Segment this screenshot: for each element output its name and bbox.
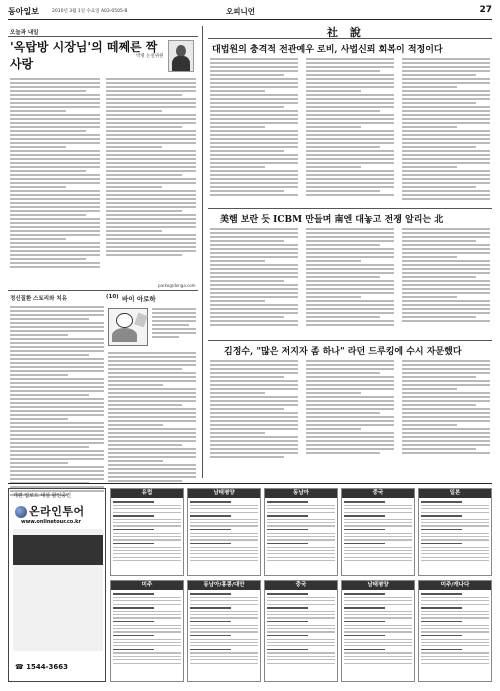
globe-icon — [15, 506, 27, 518]
ad-cell-header: 미주 — [111, 581, 183, 590]
small-column-title: 바이 아로하 — [122, 295, 156, 303]
small-column-number: (10) — [106, 294, 119, 300]
ad-cell-header: 남태평양 — [188, 489, 260, 498]
ad-cell[interactable] — [187, 488, 261, 576]
ad-cell[interactable] — [187, 580, 261, 682]
ad-logo-text: 온라인투어 — [29, 505, 85, 518]
ad-cell[interactable] — [418, 488, 492, 576]
editorial-3-body-a — [210, 360, 298, 460]
ad-cell[interactable] — [110, 488, 184, 576]
page-number: 27 — [479, 5, 492, 15]
editorial-1-body-a — [210, 58, 298, 198]
editorial-1-body-c — [402, 58, 490, 202]
column-byline: 박명 논설위원 — [136, 54, 164, 59]
column-headline: '옥탑방 시장님'의 떼쩨른 짝사랑 — [10, 40, 158, 71]
ad-phone[interactable]: ☎ 1544-3663 — [15, 663, 69, 671]
ad-cell-header: 일본 — [419, 489, 491, 498]
small-column-kicker: 정신질환 스토리와 치유 — [10, 296, 67, 302]
ad-cell[interactable] — [110, 580, 184, 682]
ad-cell-header: 중국 — [342, 489, 414, 498]
ad-cell-header: 중국 — [265, 581, 337, 590]
column-kicker: 오늘과 내일 — [10, 30, 39, 36]
author-photo — [168, 40, 194, 72]
illustration-sketch — [108, 308, 148, 346]
ad-phone-number: 1544-3663 — [26, 663, 69, 671]
masthead — [8, 6, 492, 20]
ad-logo — [15, 503, 85, 519]
ad-cell[interactable] — [341, 580, 415, 682]
ad-cell-header: 미주/캐나다 — [419, 581, 491, 590]
editorial-2-body-c — [402, 228, 490, 324]
editorial-headline-1: 대법원의 충격적 전관예우 로비, 사법신뢰 회복이 적정이다 — [212, 45, 443, 55]
ad-cell[interactable] — [341, 488, 415, 576]
small-column-body-right — [108, 352, 196, 484]
column-body-left — [10, 78, 100, 270]
section-name: 오피니언 — [226, 7, 255, 16]
ad-cell[interactable] — [264, 580, 338, 682]
editorial-headline-2: 美햄 보란 듯 ICBM 만들며 南엔 대놓고 전쟁 알리는 北 — [220, 215, 444, 225]
column-body-right — [106, 78, 196, 258]
ad-cell[interactable] — [418, 580, 492, 682]
editorial-section-title: 社 說 — [327, 26, 365, 39]
editorial-1-body-b — [306, 58, 394, 198]
ad-top-line: 개편 업로드 대설 할인중인 — [13, 493, 71, 499]
ad-cell-header: 유럽 — [111, 489, 183, 498]
newspaper-name: 동아일보 — [8, 7, 39, 16]
ad-brand-panel[interactable] — [8, 488, 106, 682]
editorial-2-body-b — [306, 228, 394, 328]
travel-advertisement — [8, 483, 492, 685]
editorial-3-body-b — [306, 360, 394, 456]
ad-banner — [13, 535, 103, 565]
author-email: parko@donga.com — [158, 283, 196, 288]
ad-product-grid — [110, 488, 492, 682]
ad-cell-header: 남태평양 — [342, 581, 414, 590]
ad-cell-header: 동남아/홍콩/대만 — [188, 581, 260, 590]
editorial-3-body-c — [402, 360, 490, 456]
small-column-body-left — [10, 306, 104, 498]
ad-url[interactable]: www.onlinetour.co.kr — [21, 519, 81, 525]
editorial-2-body-a — [210, 228, 298, 328]
ad-cell[interactable] — [264, 488, 338, 576]
issue-date: 2010년 3월 1일 수요일 A03-0505-B — [52, 9, 128, 14]
editorial-headline-3: 김정수, "많은 저지자 좀 하나" 라던 드루킹에 수시 자문했다 — [224, 347, 462, 357]
ad-cell-header: 동남아 — [265, 489, 337, 498]
small-column-body-side — [152, 308, 196, 340]
